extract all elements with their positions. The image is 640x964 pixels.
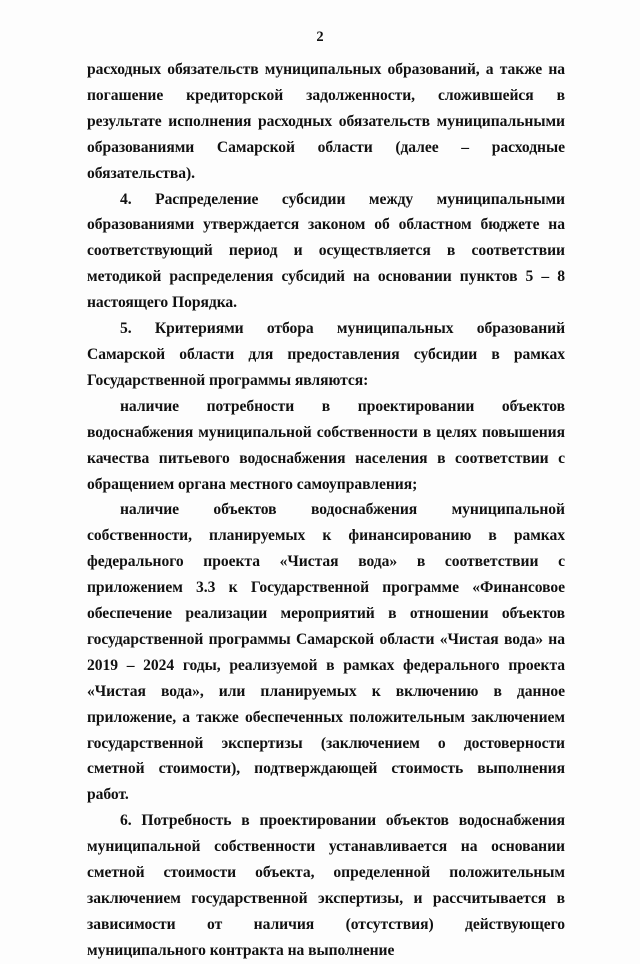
paragraph-item-6: 6. Потребность в проектировании объектов водоснабжения муниципальной собственности устанавливается на основании сметной стоимости объекта, определенной положительным заключением государственной экспертизы, и рассчитывается в зависимости от наличия (отсутствия) действующего муниципального контракта на выполнение (87, 812, 565, 959)
document-body (87, 57, 565, 964)
paragraph-criterion-1: наличие потребности в проектировании объектов водоснабжения муниципальной собственности в целях повышения качества питьевого водоснабжения населения в соответствии с обращением органа местного самоуправления; (87, 397, 565, 493)
page-number: 2 (316, 29, 324, 45)
paragraph-continuation: расходных обязательств муниципальных образований, а также на погашение кредиторской задолженности, сложившейся в результате исполнения расходных обязательств муниципальными образованиями Самарской области (далее – расходные обязательства). (87, 61, 565, 182)
paragraph-criterion-2: наличие объектов водоснабжения муниципальной собственности, планируемых к финансированию в рамках федерального проекта «Чистая вода» в соответствии с приложением 3.3 к Государственной программе «Финансовое обеспечение реализации мероприятий в отношении объектов государственной программы Самарской области «Чистая вода» на 2019 – 2024 годы, реализуемой в рамках федерального проекта «Чистая вода», или планируемых к включению в данное приложение, а также обеспеченных положительным заключением государственной экспертизы (заключением о достоверности сметной стоимости), подтверждающей стоимость выполнения работ. (87, 501, 565, 804)
paragraph-item-5: 5. Критериями отбора муниципальных образований Самарской области для предоставления субсидии в рамках Государственной программы являются: (87, 320, 565, 389)
paragraph-item-4: 4. Распределение субсидии между муниципальными образованиями утверждается законом об областном бюджете на соответствующий период и осуществляется в соответствии методикой распределения субсидий на основании пунктов 5 – 8 настоящего Порядка. (87, 190, 565, 312)
